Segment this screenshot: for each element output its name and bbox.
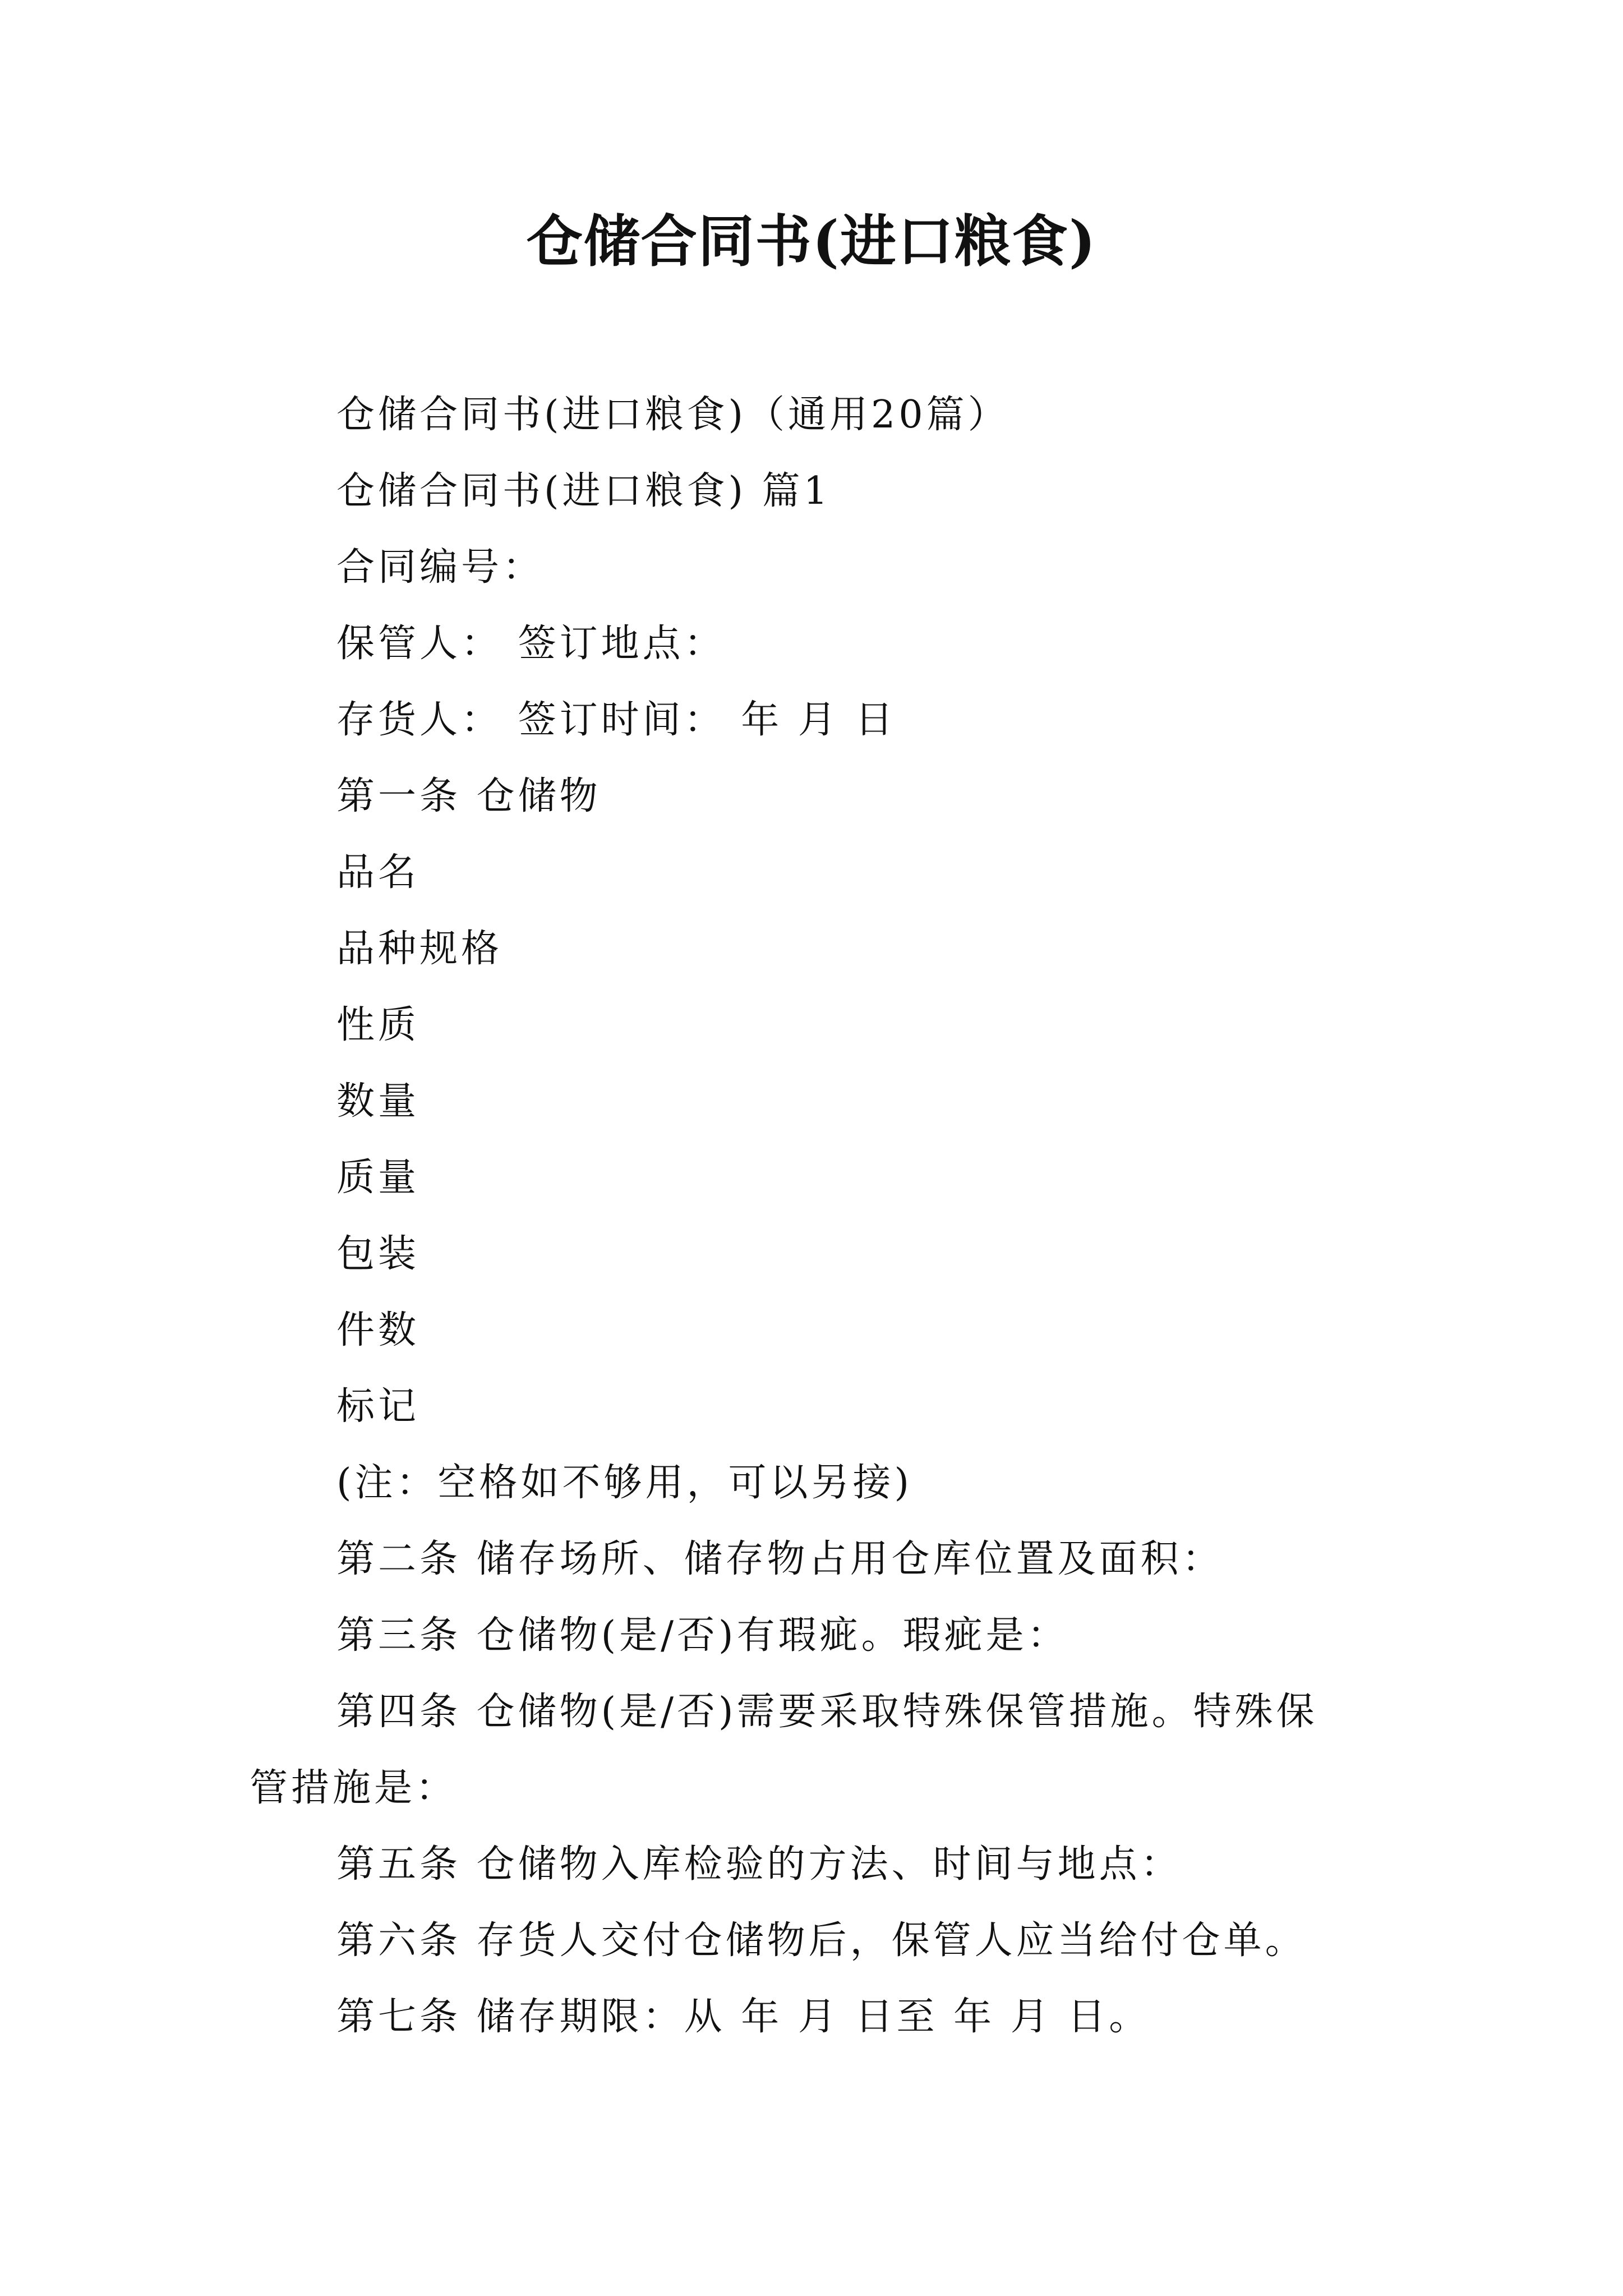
field-packaging: 包装 [336,1232,420,1276]
custodian-line: 保管人： 签订地点： [336,622,726,666]
field-quantity: 数量 [336,1079,420,1124]
article-2-line: 第二条 储存场所、储存物占用仓库位置及面积： [336,1537,1224,1581]
article-6-line: 第六条 存货人交付仓储物后，保管人应当给付仓单。 [336,1918,1307,1963]
field-nature: 性质 [336,1003,420,1047]
field-specification: 品种规格 [336,927,503,971]
document-title: 仓储合同书(进口粮食) [526,208,1097,274]
note-line: (注：空格如不够用，可以另接) [336,1461,913,1505]
section-heading: 仓储合同书(进口粮食) 篇1 [336,469,831,513]
subtitle-line: 仓储合同书(进口粮食)（通用20篇） [336,393,1009,437]
article-5-line: 第五条 仓储物入库检验的方法、时间与地点： [336,1842,1182,1887]
field-quality: 质量 [336,1156,420,1200]
contract-number-line: 合同编号： [336,545,545,590]
depositor-line: 存货人： 签订时间： 年 月 日 [336,698,897,742]
field-product-name: 品名 [336,850,420,895]
article-1-line: 第一条 仓储物 [336,774,601,818]
article-4-continuation: 管措施是： [250,1766,458,1810]
article-4-line: 第四条 仓储物(是/否)需要采取特殊保管措施。特殊保 [336,1690,1318,1734]
article-7-line: 第七条 储存期限：从 年 月 日至 年 月 日。 [336,1995,1151,2039]
field-marking: 标记 [336,1384,420,1429]
field-piece-count: 件数 [336,1308,420,1352]
article-3-line: 第三条 仓储物(是/否)有瑕疵。瑕疵是： [336,1613,1069,1658]
